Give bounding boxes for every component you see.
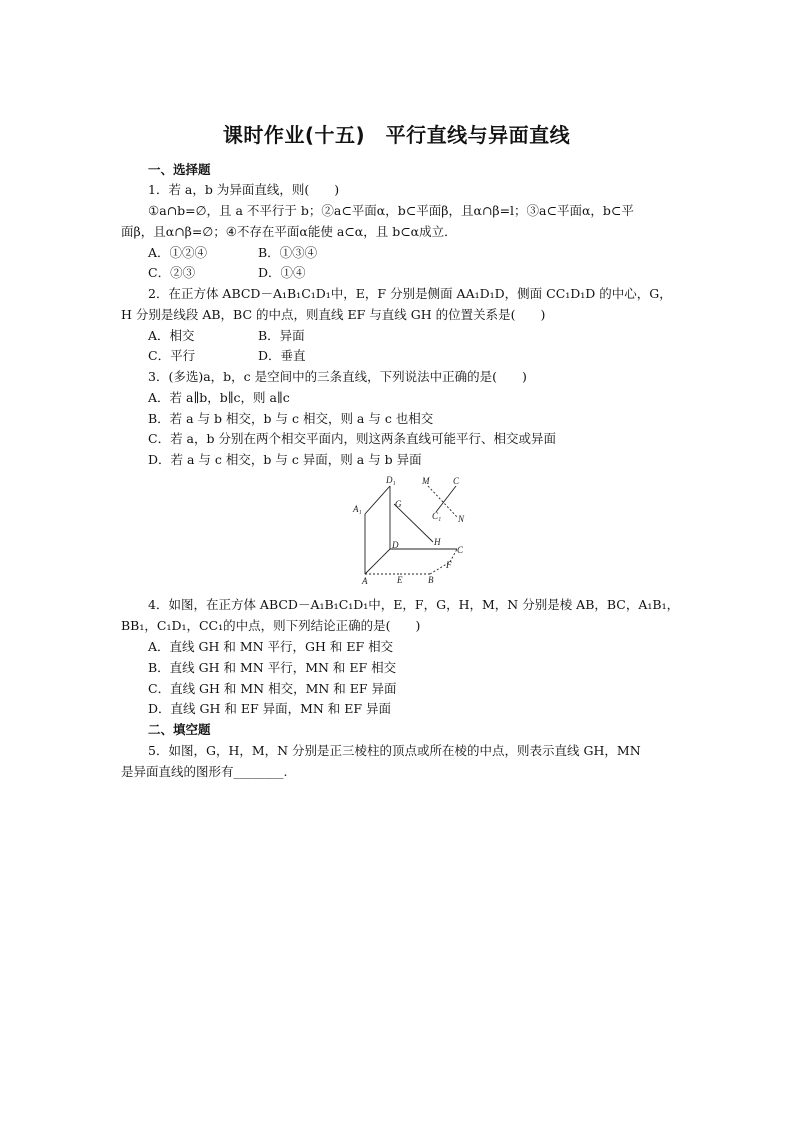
q3-stem: 3．(多选)a，b，c 是空间中的三条直线，下列说法中正确的是( ) — [148, 369, 527, 384]
q1-statement-line2: 面β，且α∩β=∅；④不存在平面α能使 a⊂α，且 b⊂α成立． — [121, 224, 457, 239]
segment-c-b1 — [436, 486, 456, 512]
label-d: D — [392, 540, 399, 550]
edge-a1-d1 — [365, 486, 390, 514]
q1-option-b: B．①③④ — [258, 245, 318, 260]
section-heading-fill: 二、填空题 — [148, 722, 211, 737]
label-a1: A₁ — [353, 504, 362, 514]
q4-stem-line1: 4．如图，在正方体 ABCD－A₁B₁C₁D₁中，E，F，G，H，M，N 分别是棱 AB，BC，A₁B₁， — [148, 597, 680, 612]
q1-option-d: D．①④ — [258, 265, 306, 280]
q4-option-d: D．直线 GH 和 EF 异面，MN 和 EF 异面 — [148, 701, 392, 716]
label-c1: C₁ — [432, 511, 442, 521]
edge-a-d — [365, 549, 390, 574]
q1-stem: 1．若 a，b 为异面直线，则( ) — [148, 182, 340, 197]
label-f: F — [446, 560, 452, 570]
q3-option-b: B．若 a 与 b 相交，b 与 c 相交，则 a 与 c 也相交 — [148, 411, 434, 426]
q3-option-d: D．若 a 与 c 相交，b 与 c 异面，则 a 与 b 异面 — [148, 452, 422, 467]
q3-option-a: A．若 a∥b，b∥c，则 a∥c — [148, 390, 290, 405]
q4-stem-line2: BB₁，C₁D₁，CC₁的中点，则下列结论正确的是( ) — [121, 618, 421, 633]
label-m: M — [422, 476, 430, 486]
q2-stem-line1: 2．在正方体 ABCD－A₁B₁C₁D₁中，E，F 分别是侧面 AA₁D₁D，侧面 CC₁D₁D 的中心，G， — [148, 286, 672, 301]
q5-stem-line2: 是异面直线的图形有________. — [121, 764, 288, 779]
label-c: C — [457, 545, 464, 555]
cube-figure — [350, 474, 480, 589]
q2-option-b: B．异面 — [258, 328, 305, 343]
q5-stem-line1: 5．如图，G，H，M，N 分别是正三棱柱的顶点或所在棱的中点，则表示直线 GH，MN — [148, 743, 641, 758]
label-g: G — [395, 499, 402, 509]
q2-option-a: A．相交 — [148, 328, 195, 343]
q4-option-a: A．直线 GH 和 MN 平行，GH 和 EF 相交 — [148, 639, 394, 654]
section-heading-choice: 一、选择题 — [148, 162, 211, 177]
label-b: B — [428, 575, 434, 585]
label-n: N — [458, 514, 465, 524]
q1-option-c: C．②③ — [148, 265, 196, 280]
label-a: A — [362, 576, 368, 586]
label-d1: D₁ — [386, 475, 396, 485]
q2-stem-line2: H 分别是线段 AB，BC 的中点，则直线 EF 与直线 GH 的位置关系是( ) — [121, 307, 546, 322]
q3-option-c: C．若 a，b 分别在两个相交平面内，则这两条直线可能平行、相交或异面 — [148, 431, 556, 446]
label-e: E — [397, 575, 403, 585]
q1-option-a: A．①②④ — [148, 245, 208, 260]
label-h: H — [434, 537, 441, 547]
q2-option-c: C．平行 — [148, 348, 196, 363]
q2-option-d: D．垂直 — [258, 348, 306, 363]
q4-option-c: C．直线 GH 和 MN 相交，MN 和 EF 异面 — [148, 681, 397, 696]
q4-option-b: B．直线 GH 和 MN 平行，MN 和 EF 相交 — [148, 660, 397, 675]
page-title: 课时作业(十五) 平行直线与异面直线 — [222, 123, 571, 147]
segment-g-h — [394, 504, 433, 542]
q1-statement-line1: ①a∩b=∅，且 a 不平行于 b；②a⊂平面α，b⊂平面β，且α∩β=l；③a⊂平面α，b⊂平 — [148, 203, 634, 218]
label-c-top: C — [453, 476, 460, 486]
